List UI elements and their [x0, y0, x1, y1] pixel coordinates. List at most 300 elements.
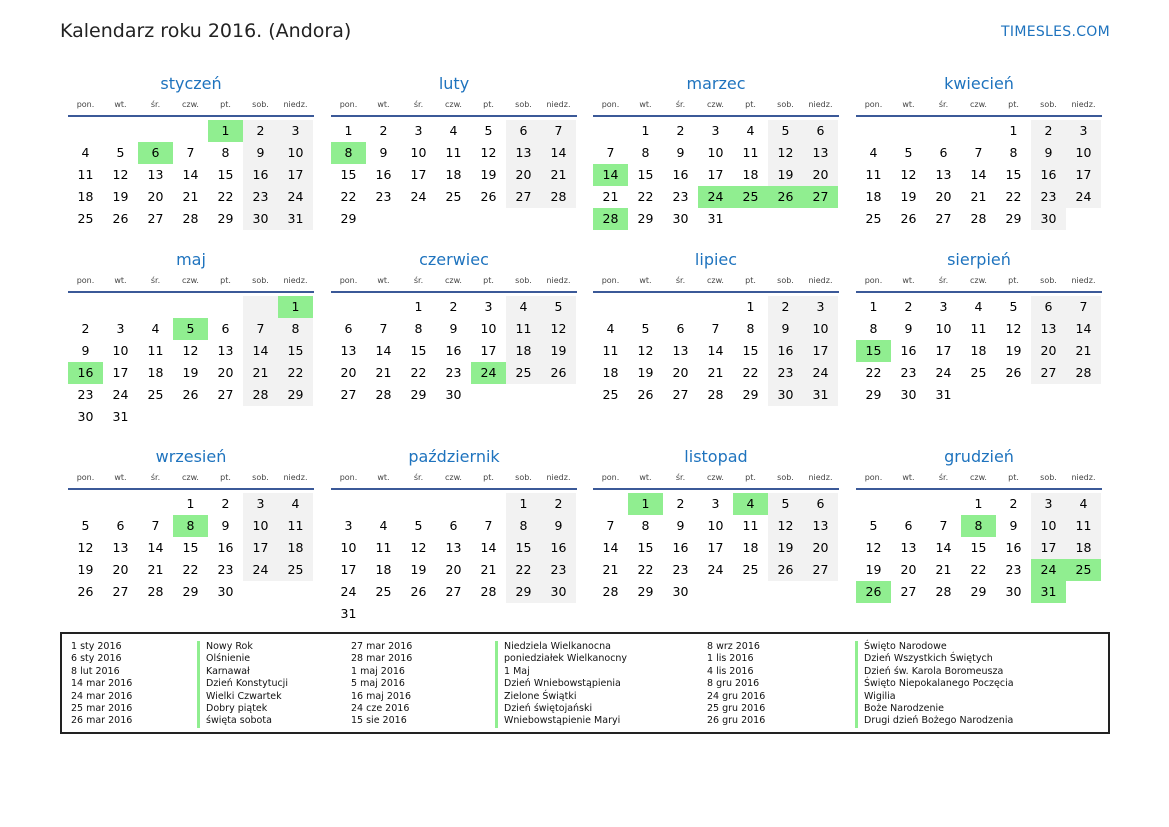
- day-cell: 2: [541, 493, 576, 515]
- holiday-date: 27 mar 2016: [351, 641, 413, 652]
- day-cell: 27: [147, 211, 164, 226]
- day-cell: 31: [278, 208, 313, 230]
- month-name: listopad: [684, 447, 748, 466]
- day-cell: 17: [1066, 164, 1101, 186]
- day-cell: 3: [243, 493, 278, 515]
- day-cell: 2: [243, 120, 278, 142]
- month-8: [856, 249, 1102, 406]
- day-cell: 3: [711, 123, 720, 138]
- weekday-label: pt.: [1008, 276, 1019, 285]
- holiday-day: 1: [278, 296, 313, 318]
- day-cell: 1: [186, 496, 195, 511]
- day-cell: 17: [1031, 537, 1066, 559]
- weekday-label: wt.: [114, 100, 127, 109]
- day-cell: 29: [182, 584, 199, 599]
- day-cell: 5: [768, 120, 803, 142]
- holiday-day: 24: [698, 186, 733, 208]
- day-cell: 10: [410, 145, 427, 160]
- day-cell: 6: [904, 518, 913, 533]
- month-name: kwiecień: [944, 74, 1014, 93]
- day-cell: 15: [637, 540, 654, 555]
- day-cell: 19: [900, 189, 917, 204]
- day-cell: 19: [77, 562, 94, 577]
- day-cell: 11: [602, 343, 619, 358]
- day-cell: 1: [414, 299, 423, 314]
- weekday-label: sob.: [1040, 473, 1057, 482]
- holiday-day: 25: [1066, 559, 1101, 581]
- day-cell: 27: [445, 584, 462, 599]
- days-grid: [593, 120, 839, 230]
- weekday-label: wt.: [902, 276, 915, 285]
- holiday-name: Dzień Wniebowstąpienia: [504, 678, 621, 690]
- day-cell: 21: [970, 189, 987, 204]
- holiday-date: 8 gru 2016: [707, 678, 760, 690]
- weekday-label: śr.: [413, 473, 424, 482]
- day-cell: 22: [217, 189, 234, 204]
- day-cell: 4: [449, 123, 458, 138]
- holiday-day: 5: [173, 318, 208, 340]
- days-grid: [331, 493, 577, 625]
- day-cell: 18: [970, 343, 987, 358]
- day-cell: 6: [116, 518, 125, 533]
- day-cell: 26: [112, 211, 129, 226]
- weekday-header: [593, 95, 839, 117]
- day-cell: 31: [935, 387, 952, 402]
- holiday-day: 26: [768, 186, 803, 208]
- day-cell: 19: [1005, 343, 1022, 358]
- day-cell: 20: [217, 365, 234, 380]
- weekday-label: śr.: [938, 473, 949, 482]
- day-cell: 1: [506, 493, 541, 515]
- weekday-label: śr.: [675, 100, 686, 109]
- holiday-date: 26 mar 2016: [71, 715, 133, 727]
- empty-cell: [593, 296, 628, 318]
- day-cell: 14: [602, 540, 619, 555]
- day-cell: 7: [484, 518, 493, 533]
- weekday-label: sob.: [252, 473, 269, 482]
- legend-names-col: [197, 641, 288, 728]
- day-cell: 15: [742, 343, 759, 358]
- month-6: [331, 249, 577, 406]
- day-cell: 25: [506, 362, 541, 384]
- day-cell: 1: [974, 496, 983, 511]
- weekday-label: śr.: [938, 100, 949, 109]
- day-cell: 21: [935, 562, 952, 577]
- month-5: [68, 249, 314, 428]
- day-cell: 10: [1031, 515, 1066, 537]
- empty-cell: [436, 493, 471, 515]
- day-cell: 7: [151, 518, 160, 533]
- day-cell: 10: [707, 145, 724, 160]
- holiday-date: 1 sty 2016: [71, 641, 122, 652]
- empty-cell: [891, 120, 926, 142]
- day-cell: 14: [182, 167, 199, 182]
- day-cell: 8: [641, 518, 650, 533]
- holiday-date: 1 lis 2016: [707, 653, 754, 665]
- day-cell: 12: [637, 343, 654, 358]
- day-cell: 24: [278, 186, 313, 208]
- weekday-label: pt.: [220, 100, 231, 109]
- day-cell: 30: [77, 409, 94, 424]
- empty-cell: [103, 296, 138, 318]
- weekday-label: pon.: [864, 100, 883, 109]
- weekday-label: wt.: [377, 100, 390, 109]
- day-cell: 31: [803, 384, 838, 406]
- holiday-date: 28 mar 2016: [351, 653, 413, 665]
- day-cell: 16: [1031, 164, 1066, 186]
- month-12: [856, 446, 1102, 603]
- day-cell: 13: [935, 167, 952, 182]
- month-name: czerwiec: [419, 250, 489, 269]
- day-cell: 1: [641, 123, 650, 138]
- month-name: styczeń: [160, 74, 222, 93]
- day-cell: 9: [904, 321, 913, 336]
- day-cell: 8: [221, 145, 230, 160]
- empty-cell: [68, 493, 103, 515]
- day-cell: 28: [182, 211, 199, 226]
- weekday-label: sob.: [252, 276, 269, 285]
- weekday-label: pon.: [339, 100, 358, 109]
- day-cell: 21: [147, 562, 164, 577]
- day-cell: 6: [506, 120, 541, 142]
- day-cell: 29: [742, 387, 759, 402]
- holiday-name: Wniebowstąpienie Maryi: [504, 715, 621, 727]
- day-cell: 5: [768, 493, 803, 515]
- holiday-day: 24: [471, 362, 506, 384]
- empty-cell: [208, 296, 243, 318]
- weekday-label: niedz.: [283, 473, 308, 482]
- day-cell: 16: [541, 537, 576, 559]
- month-name: maj: [176, 250, 206, 269]
- empty-cell: [471, 493, 506, 515]
- holiday-day: 8: [173, 515, 208, 537]
- empty-cell: [366, 493, 401, 515]
- day-cell: 2: [904, 299, 913, 314]
- month-9: [68, 446, 314, 603]
- day-cell: 13: [340, 343, 357, 358]
- day-cell: 3: [278, 120, 313, 142]
- day-cell: 19: [182, 365, 199, 380]
- day-cell: 18: [1066, 537, 1101, 559]
- days-grid: [68, 493, 314, 603]
- holiday-name: Święto Narodowe: [864, 641, 947, 652]
- weekday-label: niedz.: [546, 276, 571, 285]
- day-cell: 23: [217, 562, 234, 577]
- day-cell: 22: [278, 362, 313, 384]
- empty-cell: [103, 120, 138, 142]
- day-cell: 19: [541, 340, 576, 362]
- day-cell: 18: [278, 537, 313, 559]
- weekday-header: [856, 468, 1102, 490]
- day-cell: 13: [803, 515, 838, 537]
- weekday-label: niedz.: [1071, 100, 1096, 109]
- weekday-label: śr.: [413, 276, 424, 285]
- weekday-label: pon.: [864, 473, 883, 482]
- weekday-label: wt.: [377, 473, 390, 482]
- empty-cell: [243, 296, 278, 318]
- day-cell: 7: [379, 321, 388, 336]
- weekday-label: pt.: [745, 276, 756, 285]
- day-cell: 25: [970, 365, 987, 380]
- holiday-name: Dzień świętojański: [504, 702, 593, 714]
- day-cell: 10: [803, 318, 838, 340]
- day-cell: 25: [77, 211, 94, 226]
- weekday-label: czw.: [182, 473, 199, 482]
- weekday-label: niedz.: [808, 100, 833, 109]
- day-cell: 23: [375, 189, 392, 204]
- day-cell: 24: [112, 387, 129, 402]
- day-cell: 9: [1009, 518, 1018, 533]
- day-cell: 9: [676, 145, 685, 160]
- day-cell: 28: [707, 387, 724, 402]
- empty-cell: [698, 296, 733, 318]
- weekday-label: niedz.: [283, 100, 308, 109]
- weekday-label: niedz.: [546, 100, 571, 109]
- day-cell: 17: [243, 537, 278, 559]
- weekday-label: pon.: [339, 276, 358, 285]
- day-cell: 13: [112, 540, 129, 555]
- day-cell: 23: [900, 365, 917, 380]
- day-cell: 23: [541, 559, 576, 581]
- weekday-label: sob.: [515, 100, 532, 109]
- day-cell: 23: [243, 186, 278, 208]
- day-cell: 14: [243, 340, 278, 362]
- day-cell: 12: [541, 318, 576, 340]
- day-cell: 22: [637, 562, 654, 577]
- day-cell: 6: [1031, 296, 1066, 318]
- holiday-name: Dzień Konstytucji: [206, 678, 288, 690]
- day-cell: 14: [541, 142, 576, 164]
- empty-cell: [68, 296, 103, 318]
- month-11: [593, 446, 839, 603]
- day-cell: 15: [637, 167, 654, 182]
- holiday-name: Drugi dzień Bożego Narodzenia: [864, 715, 1014, 727]
- day-cell: 12: [112, 167, 129, 182]
- day-cell: 3: [1031, 493, 1066, 515]
- day-cell: 3: [484, 299, 493, 314]
- day-cell: 29: [970, 584, 987, 599]
- day-cell: 5: [541, 296, 576, 318]
- days-grid: [331, 296, 577, 406]
- holiday-day: 1: [628, 493, 663, 515]
- day-cell: 16: [1005, 540, 1022, 555]
- day-cell: 28: [1066, 362, 1101, 384]
- day-cell: 29: [637, 211, 654, 226]
- weekday-label: wt.: [639, 473, 652, 482]
- day-cell: 13: [803, 142, 838, 164]
- holiday-day: 8: [961, 515, 996, 537]
- holiday-date: 14 mar 2016: [71, 678, 133, 690]
- weekday-label: czw.: [707, 473, 724, 482]
- day-cell: 21: [480, 562, 497, 577]
- day-cell: 20: [112, 562, 129, 577]
- day-cell: 2: [1031, 120, 1066, 142]
- weekday-label: sob.: [777, 473, 794, 482]
- day-cell: 3: [1066, 120, 1101, 142]
- day-cell: 26: [637, 387, 654, 402]
- weekday-header: [856, 271, 1102, 293]
- day-cell: 12: [77, 540, 94, 555]
- month-name: październik: [408, 447, 500, 466]
- day-cell: 14: [970, 167, 987, 182]
- weekday-label: niedz.: [283, 276, 308, 285]
- day-cell: 17: [935, 343, 952, 358]
- day-cell: 20: [900, 562, 917, 577]
- day-cell: 9: [1031, 142, 1066, 164]
- day-cell: 25: [147, 387, 164, 402]
- weekday-label: niedz.: [1071, 473, 1096, 482]
- day-cell: 18: [375, 562, 392, 577]
- day-cell: 11: [375, 540, 392, 555]
- day-cell: 2: [676, 123, 685, 138]
- day-cell: 16: [217, 540, 234, 555]
- day-cell: 11: [77, 167, 94, 182]
- empty-cell: [926, 120, 961, 142]
- holiday-day: 6: [138, 142, 173, 164]
- day-cell: 21: [602, 189, 619, 204]
- empty-cell: [401, 493, 436, 515]
- day-cell: 6: [449, 518, 458, 533]
- weekday-label: śr.: [150, 100, 161, 109]
- day-cell: 7: [243, 318, 278, 340]
- day-cell: 30: [900, 387, 917, 402]
- day-cell: 8: [869, 321, 878, 336]
- day-cell: 28: [541, 186, 576, 208]
- day-cell: 31: [112, 409, 129, 424]
- day-cell: 6: [803, 493, 838, 515]
- month-2: [331, 73, 577, 230]
- day-cell: 10: [935, 321, 952, 336]
- day-cell: 27: [217, 387, 234, 402]
- holiday-date: 25 gru 2016: [707, 702, 766, 714]
- day-cell: 19: [637, 365, 654, 380]
- day-cell: 19: [480, 167, 497, 182]
- weekday-label: sob.: [1040, 276, 1057, 285]
- day-cell: 22: [410, 365, 427, 380]
- day-cell: 26: [182, 387, 199, 402]
- day-cell: 2: [81, 321, 90, 336]
- day-cell: 17: [707, 167, 724, 182]
- day-cell: 8: [506, 515, 541, 537]
- empty-cell: [856, 493, 891, 515]
- empty-cell: [138, 493, 173, 515]
- holiday-date: 8 lut 2016: [71, 665, 120, 677]
- day-cell: 25: [445, 189, 462, 204]
- day-cell: 4: [506, 296, 541, 318]
- weekday-label: pt.: [483, 100, 494, 109]
- empty-cell: [593, 493, 628, 515]
- legend-dates-col: [71, 641, 132, 728]
- day-cell: 25: [602, 387, 619, 402]
- day-cell: 28: [602, 584, 619, 599]
- day-cell: 23: [1031, 186, 1066, 208]
- day-cell: 10: [243, 515, 278, 537]
- day-cell: 22: [506, 559, 541, 581]
- day-cell: 11: [970, 321, 987, 336]
- day-cell: 3: [414, 123, 423, 138]
- holiday-day: 31: [1031, 581, 1066, 603]
- day-cell: 25: [278, 559, 313, 581]
- days-grid: [593, 296, 839, 406]
- day-cell: 20: [445, 562, 462, 577]
- weekday-label: czw.: [445, 276, 462, 285]
- day-cell: 19: [768, 164, 803, 186]
- day-cell: 20: [672, 365, 689, 380]
- day-cell: 17: [803, 340, 838, 362]
- days-grid: [856, 493, 1102, 603]
- day-cell: 15: [970, 540, 987, 555]
- day-cell: 21: [375, 365, 392, 380]
- holiday-date: 16 maj 2016: [351, 690, 412, 702]
- legend-names-col: [855, 641, 1014, 728]
- empty-cell: [663, 296, 698, 318]
- day-cell: 27: [900, 584, 917, 599]
- day-cell: 16: [243, 164, 278, 186]
- weekday-label: wt.: [114, 473, 127, 482]
- day-cell: 20: [803, 164, 838, 186]
- day-cell: 29: [278, 384, 313, 406]
- day-cell: 23: [768, 362, 803, 384]
- weekday-label: pt.: [483, 276, 494, 285]
- day-cell: 28: [147, 584, 164, 599]
- holiday-name: Święto Niepokalanego Poczęcia: [864, 678, 1014, 690]
- day-cell: 24: [340, 584, 357, 599]
- holiday-date: 1 maj 2016: [351, 665, 405, 677]
- weekday-label: czw.: [970, 276, 987, 285]
- day-cell: 6: [221, 321, 230, 336]
- month-name: wrzesień: [155, 447, 227, 466]
- day-cell: 3: [939, 299, 948, 314]
- day-cell: 14: [707, 343, 724, 358]
- day-cell: 26: [410, 584, 427, 599]
- day-cell: 7: [939, 518, 948, 533]
- day-cell: 5: [414, 518, 423, 533]
- holiday-date: 4 lis 2016: [707, 665, 754, 677]
- weekday-label: czw.: [970, 100, 987, 109]
- day-cell: 23: [77, 387, 94, 402]
- day-cell: 8: [278, 318, 313, 340]
- holiday-name: Zielone Świątki: [504, 690, 577, 702]
- month-1: [68, 73, 314, 230]
- empty-cell: [173, 120, 208, 142]
- day-cell: 30: [672, 584, 689, 599]
- weekday-label: wt.: [639, 276, 652, 285]
- day-cell: 3: [116, 321, 125, 336]
- day-cell: 26: [480, 189, 497, 204]
- day-cell: 16: [768, 340, 803, 362]
- month-3: [593, 73, 839, 230]
- day-cell: 4: [379, 518, 388, 533]
- day-cell: 12: [865, 540, 882, 555]
- day-cell: 7: [974, 145, 983, 160]
- days-grid: [68, 120, 314, 230]
- weekday-label: pt.: [220, 473, 231, 482]
- day-cell: 28: [243, 384, 278, 406]
- weekday-header: [593, 468, 839, 490]
- brand-link[interactable]: TIMESLES.COM: [1001, 24, 1110, 40]
- day-cell: 3: [803, 296, 838, 318]
- day-cell: 26: [1005, 365, 1022, 380]
- empty-cell: [138, 120, 173, 142]
- holiday-date: 24 cze 2016: [351, 702, 410, 714]
- day-cell: 7: [1066, 296, 1101, 318]
- day-cell: 27: [506, 186, 541, 208]
- day-cell: 14: [935, 540, 952, 555]
- day-cell: 30: [1005, 584, 1022, 599]
- weekday-header: [331, 95, 577, 117]
- weekday-label: pt.: [745, 473, 756, 482]
- days-grid: [856, 120, 1102, 230]
